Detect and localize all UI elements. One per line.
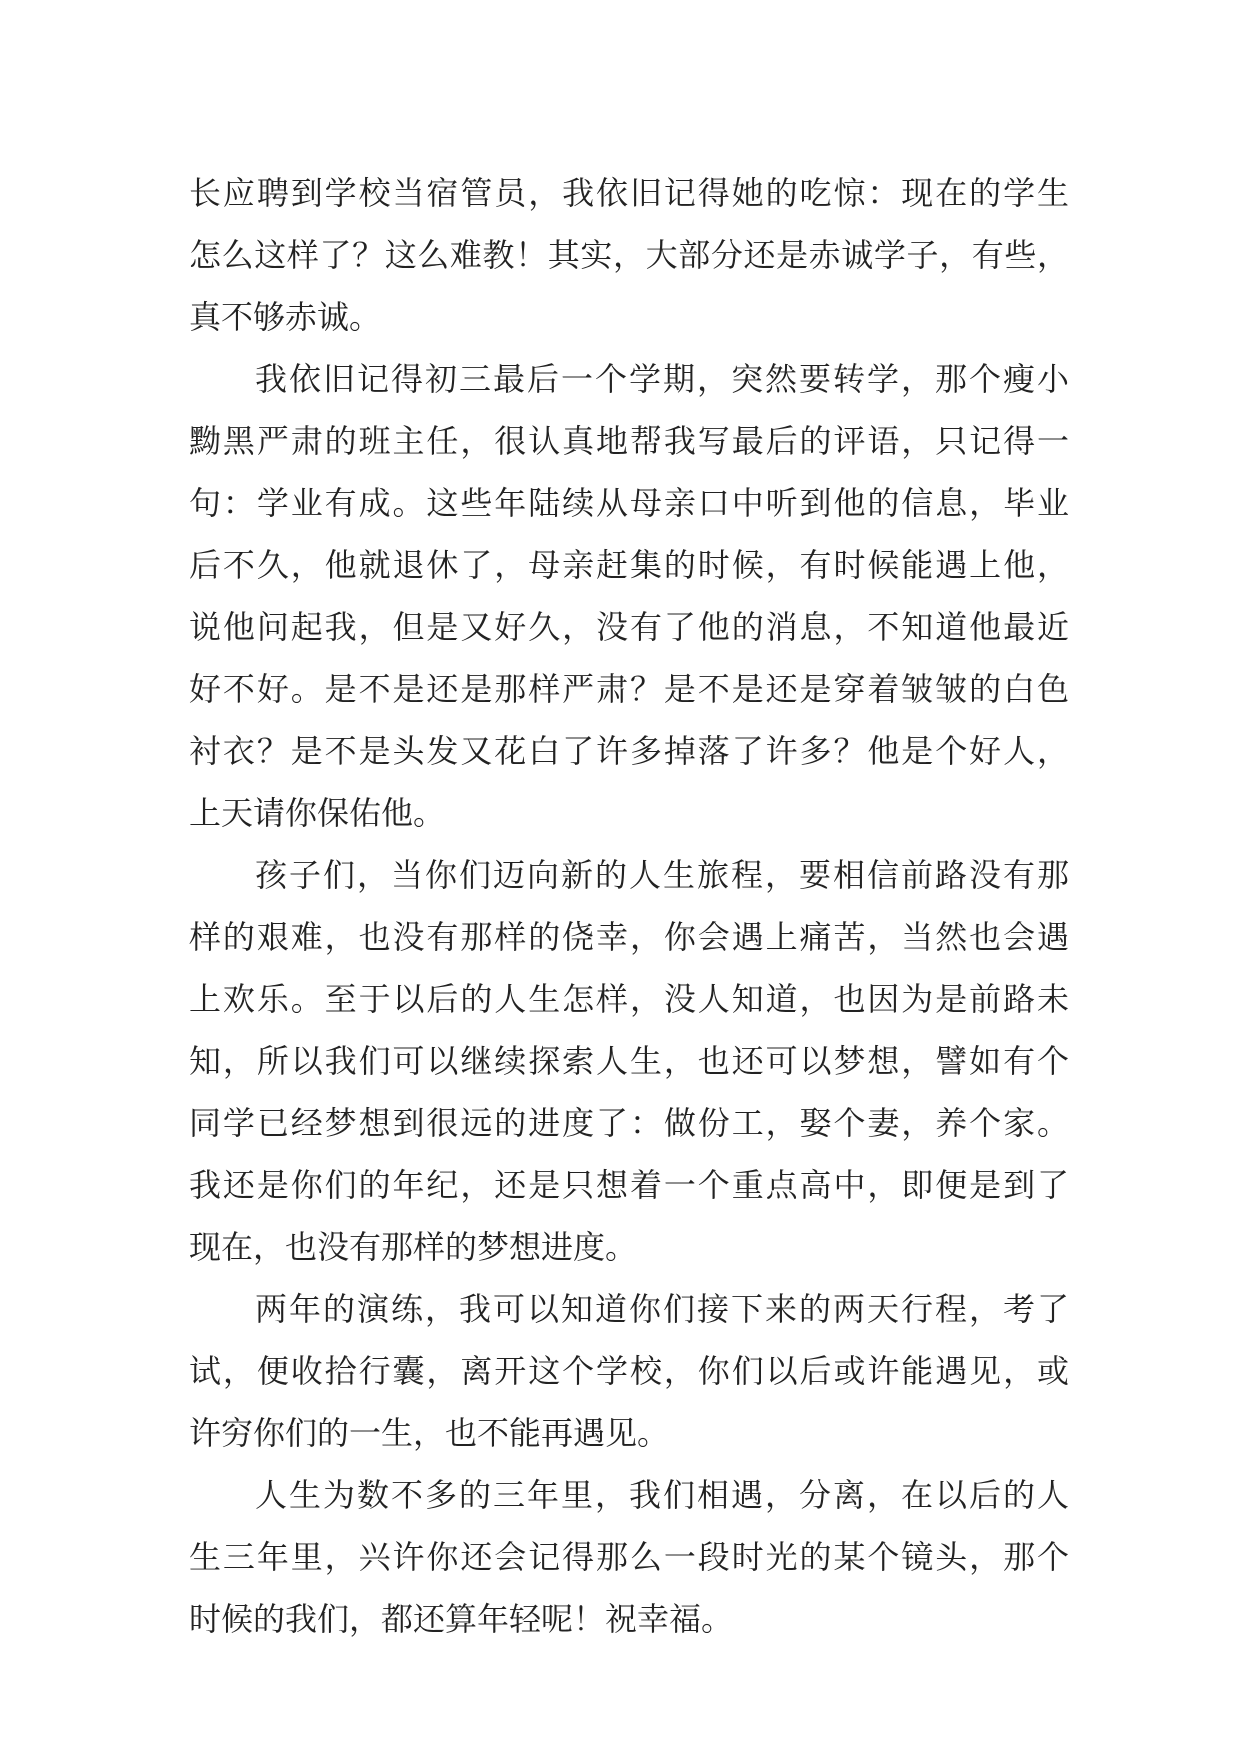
text-line: 同学已经梦想到很远的进度了：做份工，娶个妻，养个家。	[189, 1104, 1069, 1142]
paragraph	[189, 844, 1069, 1278]
text-line: 我还是你们的年纪，还是只想着一个重点高中，即便是到了	[189, 1166, 1069, 1204]
body-text	[189, 162, 1069, 1650]
text-line: 知，所以我们可以继续探索人生，也还可以梦想，譬如有个	[189, 1042, 1069, 1080]
text-line: 说他问起我，但是又好久，没有了他的消息，不知道他最近	[189, 608, 1069, 646]
text-line: 句：学业有成。这些年陆续从母亲口中听到他的信息，毕业	[189, 484, 1069, 522]
text-line: 衬衣？是不是头发又花白了许多掉落了许多？他是个好人，	[189, 732, 1069, 770]
text-line: 真不够赤诚。	[189, 298, 382, 336]
text-line: 现在，也没有那样的梦想进度。	[189, 1228, 638, 1266]
text-line: 生三年里，兴许你还会记得那么一段时光的某个镜头，那个	[189, 1538, 1069, 1576]
text-line: 两年的演练，我可以知道你们接下来的两天行程，考了	[255, 1290, 1069, 1328]
text-line: 好不好。是不是还是那样严肃？是不是还是穿着皱皱的白色	[189, 670, 1069, 708]
text-line: 上欢乐。至于以后的人生怎样，没人知道，也因为是前路未	[189, 980, 1069, 1018]
paragraph	[189, 162, 1069, 348]
text-line: 许穷你们的一生，也不能再遇见。	[189, 1414, 670, 1452]
text-line: 黝黑严肃的班主任，很认真地帮我写最后的评语，只记得一	[189, 422, 1069, 460]
text-line: 样的艰难，也没有那样的侥幸，你会遇上痛苦，当然也会遇	[189, 918, 1069, 956]
paragraph	[189, 348, 1069, 844]
paragraph	[189, 1464, 1069, 1650]
text-line: 孩子们，当你们迈向新的人生旅程，要相信前路没有那	[255, 856, 1069, 894]
text-line: 上天请你保佑他。	[189, 794, 446, 832]
text-line: 后不久，他就退休了，母亲赶集的时候，有时候能遇上他，	[189, 546, 1069, 584]
text-line: 人生为数不多的三年里，我们相遇，分离，在以后的人	[255, 1476, 1069, 1514]
paragraph	[189, 1278, 1069, 1464]
text-line: 我依旧记得初三最后一个学期，突然要转学，那个瘦小	[255, 360, 1069, 398]
text-line: 试，便收拾行囊，离开这个学校，你们以后或许能遇见，或	[189, 1352, 1069, 1390]
text-line: 怎么这样了？这么难教！其实，大部分还是赤诚学子，有些，	[189, 236, 1069, 274]
text-line: 长应聘到学校当宿管员，我依旧记得她的吃惊：现在的学生	[189, 174, 1069, 212]
text-line: 时候的我们，都还算年轻呢！祝幸福。	[189, 1600, 734, 1638]
